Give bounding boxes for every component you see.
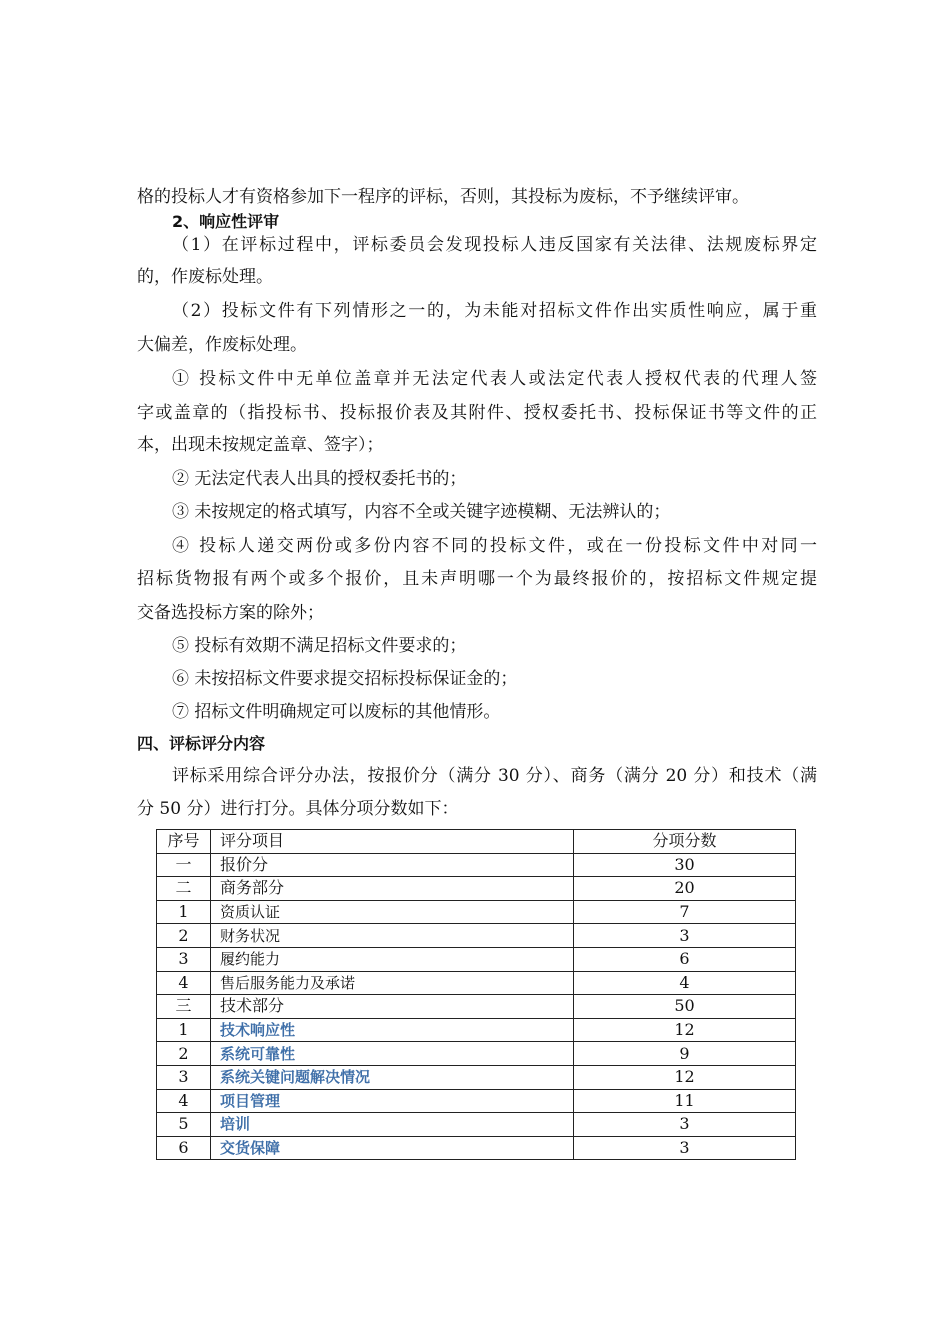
- list-item-line: ④ 投标人递交两份或多份内容不同的投标文件，或在一份投标文件中对同一: [172, 536, 817, 556]
- score-table: [156, 829, 796, 1160]
- paragraph-line: （1）在评标过程中，评标委员会发现投标人违反国家有关法律、法规废标界定: [172, 235, 817, 255]
- list-item: ⑦ 招标文件明确规定可以废标的其他情形。: [172, 702, 501, 722]
- row-score: 12: [574, 1018, 796, 1042]
- row-item: [211, 1113, 574, 1137]
- list-item: ⑥ 未按招标文件要求提交招标投标保证金的；: [172, 669, 518, 689]
- row-no: 4: [157, 1089, 211, 1113]
- row-item: [211, 1018, 574, 1042]
- row-item: [211, 1089, 574, 1113]
- row-score: 50: [574, 995, 796, 1019]
- table-row: [157, 924, 796, 948]
- row-item-label: 系统关键问题解决情况: [220, 1068, 371, 1087]
- table-row: [157, 900, 796, 924]
- row-item-label: 培训: [220, 1115, 251, 1134]
- row-item-label: 资质认证: [220, 903, 281, 922]
- row-no: 3: [157, 1065, 211, 1089]
- table-row: [157, 877, 796, 901]
- row-item: [211, 853, 574, 877]
- paragraph-line: 分 50 分）进行打分。具体分项分数如下：: [137, 799, 459, 819]
- table-row: [157, 1089, 796, 1113]
- row-no: 6: [157, 1136, 211, 1160]
- section-heading: 四、评标评分内容: [137, 734, 266, 753]
- header-score: 分项分数: [574, 830, 796, 854]
- paragraph-line: 大偏差，作废标处理。: [137, 335, 307, 355]
- row-item-label: 履约能力: [220, 950, 281, 969]
- row-item-label: 技术部分: [220, 996, 285, 1016]
- row-score: 7: [574, 900, 796, 924]
- row-score: 11: [574, 1089, 796, 1113]
- table-row: [157, 853, 796, 877]
- row-item-label: 项目管理: [220, 1091, 281, 1110]
- row-item-label: 技术响应性: [220, 1021, 296, 1040]
- row-item: [211, 947, 574, 971]
- list-item-line: 本，出现未按规定盖章、签字）；: [137, 435, 384, 455]
- paragraph-line: （2）投标文件有下列情形之一的，为未能对招标文件作出实质性响应，属于重: [172, 301, 817, 321]
- list-item: ② 无法定代表人出具的授权委托书的；: [172, 469, 467, 489]
- list-item: ⑤ 投标有效期不满足招标文件要求的；: [172, 636, 467, 656]
- row-item: [211, 995, 574, 1019]
- list-item-line: ① 投标文件中无单位盖章并无法定代表人或法定代表人授权代表的代理人签: [172, 369, 817, 389]
- row-item-label: 报价分: [220, 854, 269, 874]
- header-no: 序号: [157, 830, 211, 854]
- table-row: [157, 1065, 796, 1089]
- section-heading: 2、响应性评审: [172, 212, 280, 231]
- row-item-label: 财务状况: [220, 926, 281, 945]
- row-score: 12: [574, 1065, 796, 1089]
- row-item-label: 系统可靠性: [220, 1044, 296, 1063]
- list-item-line: 招标货物报有两个或多个报价，且未声明哪一个为最终报价的，按招标文件规定提: [137, 569, 817, 589]
- row-item: [211, 924, 574, 948]
- row-item: [211, 971, 574, 995]
- row-no: 2: [157, 1042, 211, 1066]
- row-score: 3: [574, 1136, 796, 1160]
- row-no: 一: [157, 853, 211, 877]
- row-no: 1: [157, 900, 211, 924]
- table-row: [157, 947, 796, 971]
- row-score: 3: [574, 924, 796, 948]
- row-score: 30: [574, 853, 796, 877]
- header-item: 评分项目: [211, 830, 574, 854]
- row-no: 二: [157, 877, 211, 901]
- row-no: 4: [157, 971, 211, 995]
- row-no: 三: [157, 995, 211, 1019]
- table-row: [157, 1042, 796, 1066]
- row-no: 3: [157, 947, 211, 971]
- row-no: 2: [157, 924, 211, 948]
- row-score: 3: [574, 1113, 796, 1137]
- list-item: ③ 未按规定的格式填写，内容不全或关键字迹模糊、无法辨认的；: [172, 502, 671, 522]
- table-header-row: [157, 830, 796, 854]
- row-item: [211, 1136, 574, 1160]
- row-item-label: 售后服务能力及承诺: [220, 973, 356, 992]
- table-row: [157, 1018, 796, 1042]
- row-no: 5: [157, 1113, 211, 1137]
- list-item-line: 交备选投标方案的除外；: [137, 603, 324, 623]
- table-row: [157, 971, 796, 995]
- paragraph-line: 格的投标人才有资格参加下一程序的评标，否则，其投标为废标，不予继续评审。: [137, 187, 749, 207]
- row-item-label: 交货保障: [220, 1139, 281, 1158]
- list-item-line: 字或盖章的（指投标书、投标报价表及其附件、授权委托书、投标保证书等文件的正: [137, 403, 817, 423]
- paragraph-line: 评标采用综合评分办法，按报价分（满分 30 分）、商务（满分 20 分）和技术（满: [172, 766, 817, 786]
- row-score: 4: [574, 971, 796, 995]
- row-item: [211, 1042, 574, 1066]
- table-row: [157, 995, 796, 1019]
- row-item: [211, 877, 574, 901]
- table-row: [157, 1113, 796, 1137]
- row-item-label: 商务部分: [220, 878, 285, 898]
- row-item: [211, 1065, 574, 1089]
- row-score: 9: [574, 1042, 796, 1066]
- row-score: 20: [574, 877, 796, 901]
- paragraph-line: 的，作废标处理。: [137, 267, 273, 287]
- row-score: 6: [574, 947, 796, 971]
- row-item: [211, 900, 574, 924]
- table-row: [157, 1136, 796, 1160]
- row-no: 1: [157, 1018, 211, 1042]
